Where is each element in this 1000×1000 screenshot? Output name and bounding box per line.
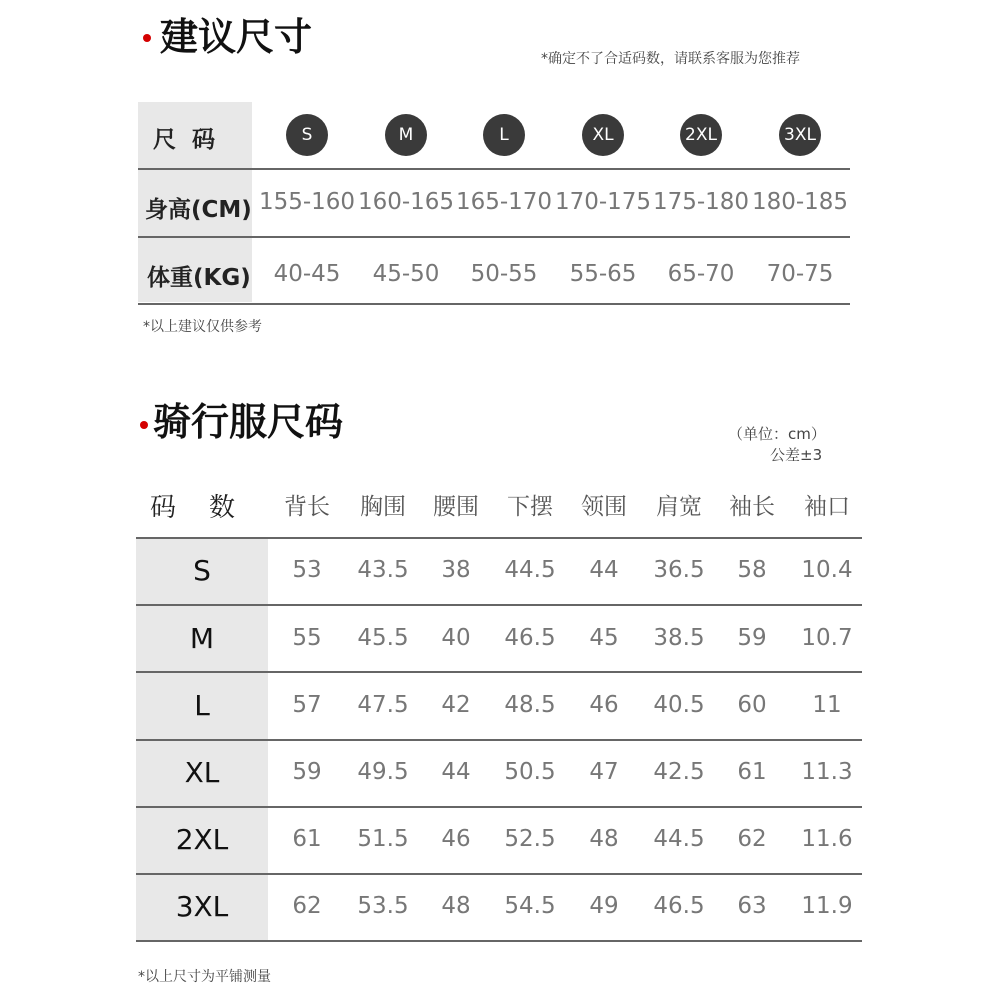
table-cell: 45.5 [357, 625, 409, 651]
table-cell: 45 [589, 625, 619, 651]
column-header: 胸围 [360, 494, 406, 520]
height-cell: 170-175 [554, 189, 652, 215]
table-cell: 40 [441, 625, 471, 651]
size-label: L [194, 689, 210, 722]
table-cell: 42 [441, 692, 471, 718]
table-cell: 11.9 [801, 893, 853, 919]
table-cell: 55 [292, 625, 322, 651]
column-header: 领围 [581, 494, 627, 520]
row-divider [138, 236, 850, 238]
table-cell: 47 [589, 759, 619, 785]
row-divider [136, 739, 862, 741]
table-cell: 44 [441, 759, 471, 785]
garment-footnote: *以上尺寸为平铺测量 [138, 969, 271, 985]
column-header: 袖口 [804, 494, 850, 520]
recommend-note: *确定不了合适码数，请联系客服为您推荐 [541, 51, 800, 67]
size-badge: L [483, 114, 525, 156]
unit-note: （单位：cm） [728, 425, 826, 443]
table-cell: 10.4 [801, 557, 853, 583]
table-cell: 46 [589, 692, 619, 718]
weight-cell: 70-75 [766, 261, 834, 287]
weight-cell: 50-55 [470, 261, 538, 287]
section-bullet-icon [140, 421, 148, 429]
table-cell: 49 [589, 893, 619, 919]
row-divider [138, 168, 850, 170]
table-cell: 53 [292, 557, 322, 583]
recommend-footnote: *以上建议仅供参考 [143, 319, 262, 335]
weight-row-label: 体重(KG) [147, 265, 251, 291]
table-cell: 46.5 [653, 893, 705, 919]
table-cell: 46 [441, 826, 471, 852]
height-cell: 165-170 [455, 189, 553, 215]
table-cell: 46.5 [504, 625, 556, 651]
table-cell: 44 [589, 557, 619, 583]
height-cell: 160-165 [357, 189, 455, 215]
table-cell: 49.5 [357, 759, 409, 785]
table-cell: 62 [292, 893, 322, 919]
table-cell: 36.5 [653, 557, 705, 583]
table-cell: 38.5 [653, 625, 705, 651]
column-header: 背长 [284, 494, 330, 520]
column-header: 肩宽 [656, 494, 702, 520]
size-badge: M [385, 114, 427, 156]
table-cell: 53.5 [357, 893, 409, 919]
row-divider [136, 873, 862, 875]
table-cell: 51.5 [357, 826, 409, 852]
size-badge: XL [582, 114, 624, 156]
size-label: 3XL [175, 890, 229, 923]
height-cell: 155-160 [258, 189, 356, 215]
recommend-title: 建议尺寸 [160, 15, 313, 59]
height-cell: 180-185 [751, 189, 849, 215]
size-label: XL [184, 756, 220, 789]
table-cell: 62 [737, 826, 767, 852]
column-header: 袖长 [729, 494, 775, 520]
table-cell: 43.5 [357, 557, 409, 583]
table-cell: 61 [737, 759, 767, 785]
column-header: 腰围 [433, 494, 479, 520]
size-header: 码 数 [150, 493, 236, 523]
height-row-label: 身高(CM) [145, 197, 252, 223]
table-cell: 11.6 [801, 826, 853, 852]
column-header: 下摆 [507, 494, 553, 520]
table-cell: 59 [292, 759, 322, 785]
table-cell: 48 [441, 893, 471, 919]
size-label: S [193, 554, 211, 587]
table-cell: 10.7 [801, 625, 853, 651]
table-cell: 58 [737, 557, 767, 583]
size-row-label: 尺 码 [153, 127, 216, 153]
row-divider [138, 303, 850, 305]
size-label: M [189, 622, 215, 655]
table-cell: 11.3 [801, 759, 853, 785]
height-cell: 175-180 [652, 189, 750, 215]
tolerance-note: 公差±3 [770, 446, 823, 464]
table-cell: 47.5 [357, 692, 409, 718]
table-cell: 57 [292, 692, 322, 718]
row-divider [136, 806, 862, 808]
row-divider [136, 604, 862, 606]
table-cell: 50.5 [504, 759, 556, 785]
table-cell: 40.5 [653, 692, 705, 718]
size-badge: 2XL [680, 114, 722, 156]
table-cell: 42.5 [653, 759, 705, 785]
table-cell: 61 [292, 826, 322, 852]
table-cell: 38 [441, 557, 471, 583]
size-badge: 3XL [779, 114, 821, 156]
table-cell: 44.5 [653, 826, 705, 852]
size-label: 2XL [175, 823, 229, 856]
table-cell: 44.5 [504, 557, 556, 583]
table-cell: 54.5 [504, 893, 556, 919]
table-cell: 11 [812, 692, 842, 718]
row-divider [136, 537, 862, 539]
table-cell: 63 [737, 893, 767, 919]
row-divider [136, 940, 862, 942]
weight-cell: 55-65 [569, 261, 637, 287]
table-cell: 48 [589, 826, 619, 852]
section-bullet-icon [143, 34, 151, 42]
table-cell: 60 [737, 692, 767, 718]
garment-title: 骑行服尺码 [153, 400, 344, 444]
table-cell: 48.5 [504, 692, 556, 718]
row-divider [136, 671, 862, 673]
weight-cell: 40-45 [273, 261, 341, 287]
table-cell: 52.5 [504, 826, 556, 852]
size-badge: S [286, 114, 328, 156]
table-cell: 59 [737, 625, 767, 651]
weight-cell: 45-50 [372, 261, 440, 287]
weight-cell: 65-70 [667, 261, 735, 287]
